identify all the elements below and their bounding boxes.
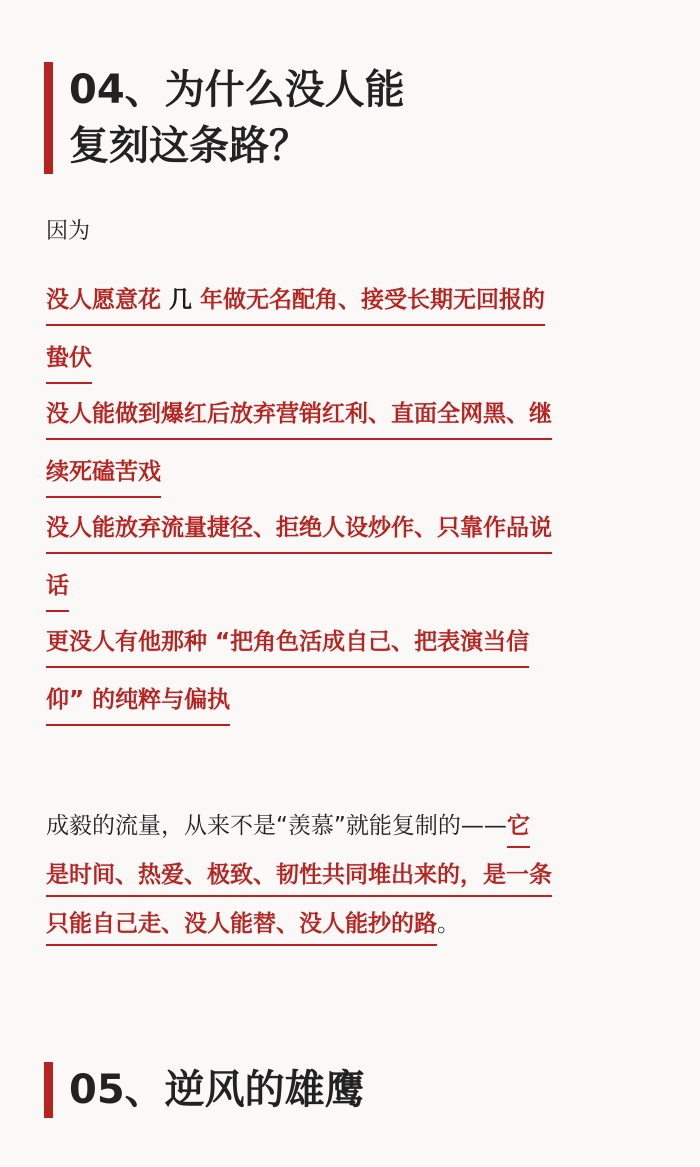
point-1-text-c: 年做无名配角、接受长期无回报的	[200, 287, 546, 313]
point-1	[46, 284, 545, 400]
conclusion-row-3-highlight: 只能自己走、没人能替、没人能抄的路	[46, 911, 437, 946]
point-3	[46, 512, 552, 628]
point-1-text-a: 没人愿意花	[46, 287, 161, 313]
point-3-line-2: 话	[46, 570, 69, 612]
point-4-line-1: 更没人有他那种 “把角色活成自己、把表演当信	[46, 626, 529, 668]
heading-5-title: 05、逆风的雄鹰	[69, 1067, 365, 1113]
conclusion-paragraph	[46, 810, 552, 957]
conclusion-row-3-end: 。	[437, 911, 460, 937]
conclusion-row-2-highlight: 是时间、热爱、极致、韧性共同堆出来的，是一条	[46, 862, 552, 897]
point-1-text-b: 几	[169, 287, 193, 313]
heading-line-1: 04、为什么没人能	[69, 67, 405, 113]
point-4	[46, 626, 529, 742]
heading-line-2: 复刻这条路？	[69, 123, 309, 169]
point-2-line-2: 续死磕苦戏	[46, 456, 161, 498]
intro-text: 因为	[46, 219, 91, 244]
point-1-line-2: 蛰伏	[46, 342, 92, 384]
point-2-line-1: 没人能做到爆红后放弃营销红利、直面全网黑、继	[46, 398, 552, 440]
section-5-heading	[44, 1062, 365, 1118]
point-3-line-1: 没人能放弃流量捷径、拒绝人设炒作、只靠作品说	[46, 512, 552, 554]
conclusion-row-1-highlight: 它	[507, 813, 530, 848]
conclusion-row-1-plain: 成毅的流量，从来不是“羡慕”就能复制的——	[46, 813, 507, 839]
section-4-heading	[44, 62, 405, 174]
point-2	[46, 398, 552, 514]
point-4-line-2: 仰” 的纯粹与偏执	[46, 684, 230, 726]
